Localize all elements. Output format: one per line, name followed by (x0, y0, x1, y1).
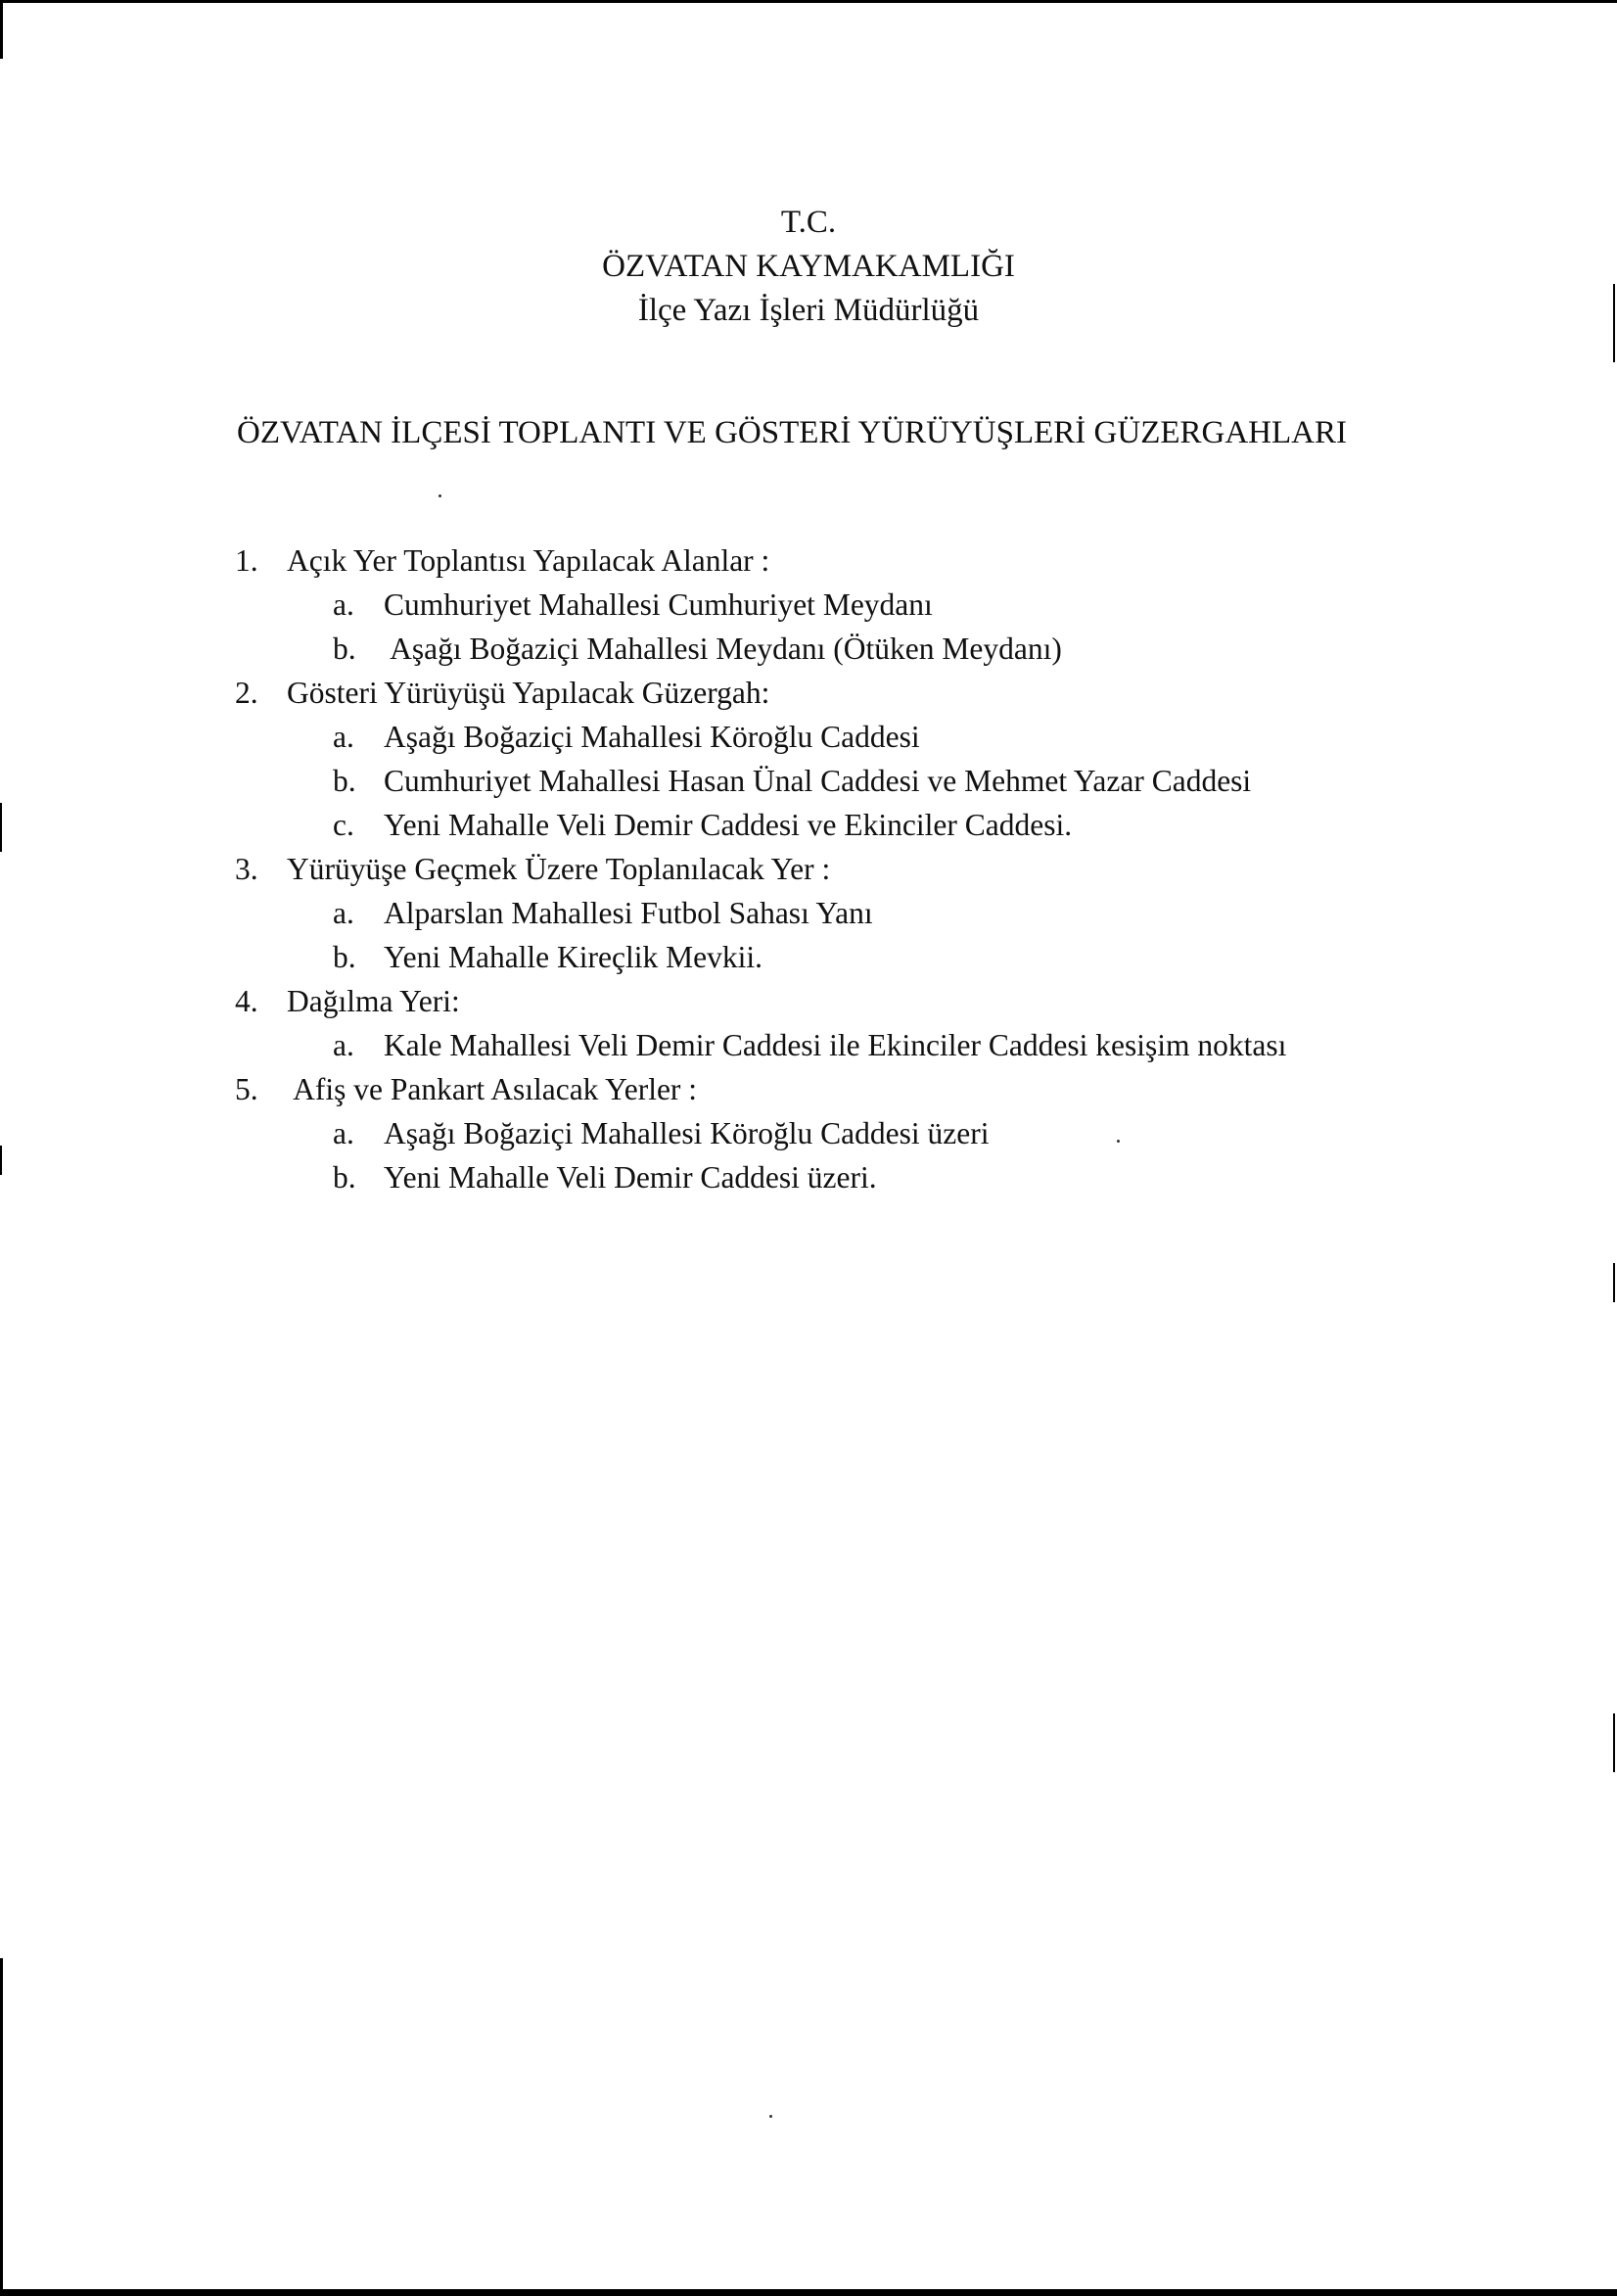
section-heading: Dağılma Yeri: (287, 984, 460, 1018)
document-header (0, 201, 1617, 333)
header-tc: T.C. (780, 205, 837, 240)
item-text: Yeni Mahalle Veli Demir Caddesi üzeri. (384, 1160, 877, 1195)
scan-mark (0, 803, 2, 852)
item-text: Kale Mahallesi Veli Demir Caddesi ile Ekinciler Caddesi kesişim noktası (384, 1028, 1287, 1062)
scan-border-left-lower (0, 1958, 3, 2296)
section-number: 5. (235, 1072, 258, 1106)
header-department: İlçe Yazı İşleri Müdürlüğü (637, 293, 980, 328)
document-title: ÖZVATAN İLÇESİ TOPLANTI VE GÖSTERİ YÜRÜYÜŞLERİ GÜZERGAHLARI (237, 415, 1348, 450)
scan-mark (0, 1146, 2, 1175)
list-item (235, 1155, 1507, 1199)
list-item (235, 1111, 1507, 1155)
list-item (235, 935, 1507, 979)
list-item (235, 583, 1507, 627)
item-letter: a. (333, 896, 354, 930)
list-item (235, 627, 1507, 671)
item-text: Aşağı Boğaziçi Mahallesi Meydanı (Ötüken Meydanı) (384, 632, 1062, 666)
header-institution: ÖZVATAN KAYMAKAMLIĞI (602, 249, 1015, 284)
list-section (235, 979, 1507, 1023)
scan-dot (439, 494, 441, 497)
section-number: 3. (235, 852, 258, 886)
list-section (235, 1067, 1507, 1111)
item-text: Alparslan Mahallesi Futbol Sahası Yanı (384, 896, 873, 930)
list-section (235, 539, 1507, 583)
scan-border-left (0, 0, 3, 59)
scan-dot (769, 2115, 772, 2118)
list-item (235, 891, 1507, 935)
item-letter: b. (333, 940, 356, 974)
item-text: Cumhuriyet Mahallesi Cumhuriyet Meydanı (384, 587, 933, 622)
item-text: Yeni Mahalle Veli Demir Caddesi ve Ekinciler Caddesi. (384, 808, 1073, 842)
list-item (235, 803, 1507, 847)
scan-border-bottom (0, 2289, 1617, 2296)
item-letter: b. (333, 1160, 356, 1195)
route-list (235, 539, 1507, 1199)
item-letter: a. (333, 1116, 354, 1150)
list-item (235, 759, 1507, 803)
item-text: Yeni Mahalle Kireçlik Mevkii. (384, 940, 762, 974)
section-number: 1. (235, 543, 258, 578)
item-letter: a. (333, 587, 354, 622)
list-item (235, 1023, 1507, 1067)
scan-mark (1613, 1713, 1615, 1772)
scan-mark (1613, 1263, 1615, 1302)
section-heading: Açık Yer Toplantısı Yapılacak Alanlar : (287, 543, 770, 578)
section-heading: Gösteri Yürüyüşü Yapılacak Güzergah: (287, 676, 770, 710)
section-number: 2. (235, 676, 258, 710)
item-letter: a. (333, 720, 354, 754)
item-letter: b. (333, 632, 356, 666)
item-letter: c. (333, 808, 354, 842)
section-heading: Afiş ve Pankart Asılacak Yerler : (287, 1072, 698, 1106)
item-letter: a. (333, 1028, 354, 1062)
item-letter: b. (333, 764, 356, 798)
scan-border-top (0, 0, 1617, 3)
list-item (235, 715, 1507, 759)
item-text: Aşağı Boğaziçi Mahallesi Köroğlu Caddesi üzeri (384, 1116, 990, 1150)
item-text: Aşağı Boğaziçi Mahallesi Köroğlu Caddesi (384, 720, 920, 754)
section-heading: Yürüyüşe Geçmek Üzere Toplanılacak Yer : (287, 852, 831, 886)
list-section (235, 847, 1507, 891)
list-section (235, 671, 1507, 715)
section-number: 4. (235, 984, 258, 1018)
item-text: Cumhuriyet Mahallesi Hasan Ünal Caddesi ve Mehmet Yazar Caddesi (384, 764, 1252, 798)
